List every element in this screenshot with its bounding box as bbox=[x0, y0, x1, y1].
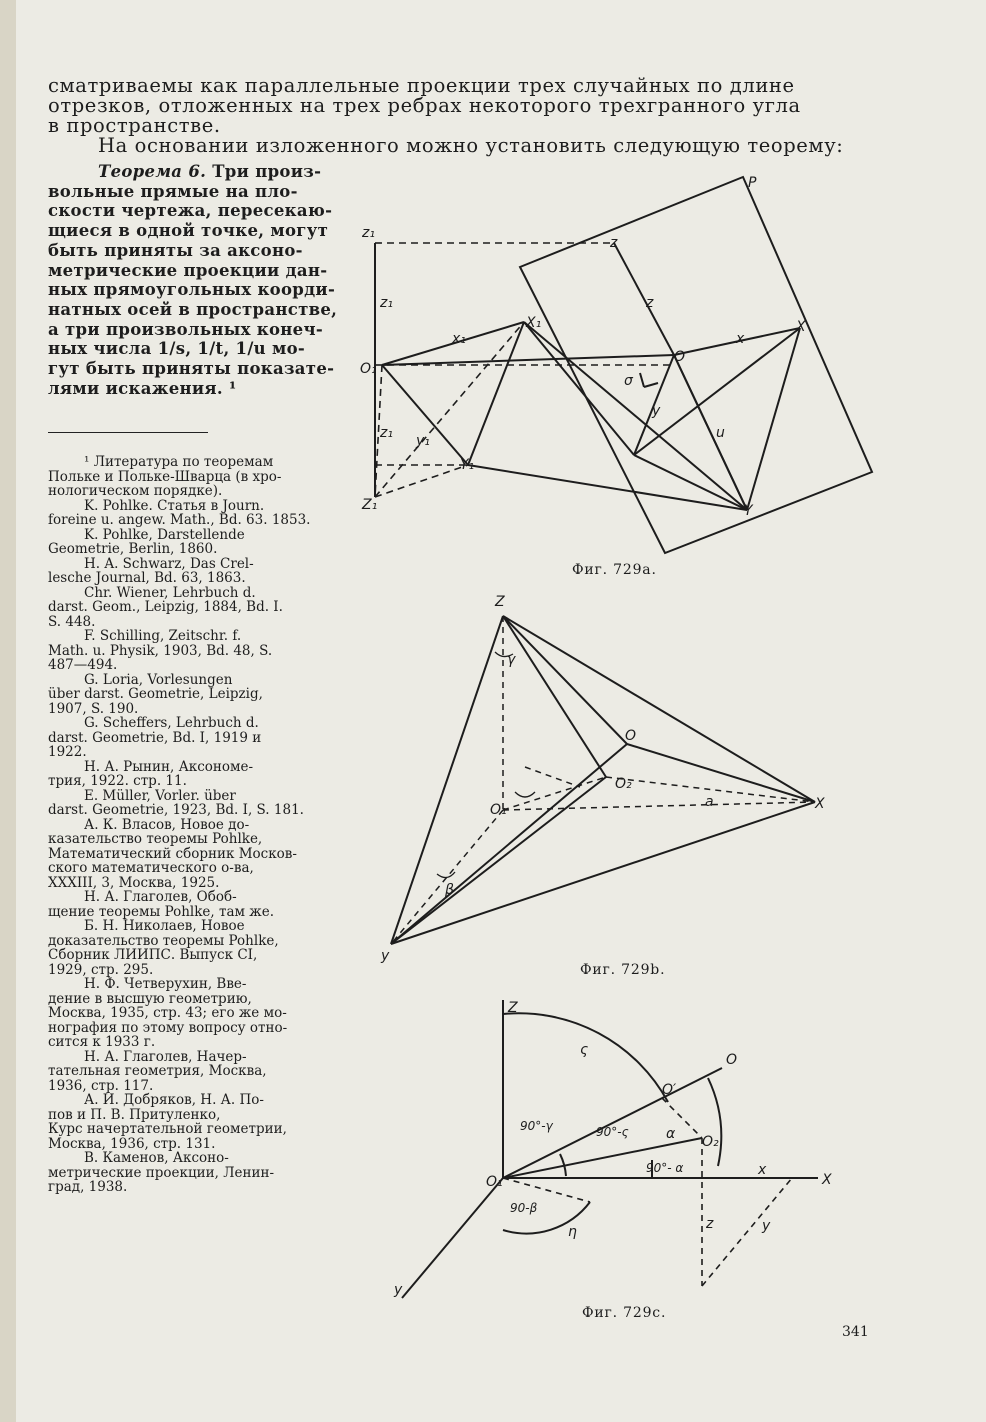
page-number: 341 bbox=[842, 1324, 869, 1340]
footnote-entry bbox=[48, 499, 354, 528]
footnote-line: F. Schilling, Zeitschr. f. bbox=[84, 628, 242, 644]
inner-line bbox=[391, 744, 627, 944]
tri-edge bbox=[503, 616, 815, 802]
diag-line bbox=[524, 322, 747, 510]
fig-label: X bbox=[815, 796, 825, 812]
footnote-line: foreine u. angew. Math., Bd. 63. 1853. bbox=[48, 512, 311, 528]
theorem-line: вольные прямые на пло- bbox=[48, 181, 298, 201]
footnote-line: А. И. Добряков, Н. А. По- bbox=[84, 1092, 264, 1108]
footnote-line: G. Scheffers, Lehrbuch d. bbox=[84, 715, 259, 731]
inner-line bbox=[503, 616, 606, 777]
footnote-line: Н. А. Глаголев, Начер- bbox=[84, 1048, 247, 1065]
footnote-line: Н. А. Глаголев, Обоб- bbox=[84, 889, 237, 905]
fig-label: Z₁ bbox=[362, 497, 378, 513]
footnote-line: K. Pohlke, Darstellende bbox=[84, 526, 245, 543]
fig-label: 90°-γ bbox=[520, 1119, 553, 1133]
fig-label: y₁ bbox=[416, 433, 430, 449]
fig-label: y bbox=[381, 948, 390, 964]
theorem-line: быть приняты за аксоно- bbox=[48, 240, 303, 260]
footnote-line: трия, 1922. стр. 11. bbox=[48, 773, 187, 789]
dashed-line bbox=[503, 1178, 590, 1202]
footnote-line: Москва, 1936, стр. 131. bbox=[48, 1135, 216, 1152]
fig-label: O′ bbox=[662, 1082, 677, 1098]
footnote-line: Chr. Wiener, Lehrbuch d. bbox=[84, 584, 256, 601]
theorem-title: Теорема 6. bbox=[98, 162, 207, 181]
footnote-line: Москва, 1935, стр. 43; его же мо- bbox=[48, 1005, 287, 1021]
footnote-line: XXXIII, 3, Москва, 1925. bbox=[48, 874, 220, 891]
figure-caption-a: Фиг. 729a. bbox=[572, 562, 657, 578]
footnote-entry bbox=[48, 557, 354, 586]
arc-right bbox=[708, 1078, 721, 1166]
footnote-line: ¹ Литература по теоремам bbox=[84, 454, 274, 470]
footnote-line: В. Каменов, Аксоно- bbox=[84, 1150, 229, 1166]
footnote-line: щение теоремы Pohlke, там же. bbox=[48, 903, 275, 920]
fig-label: u bbox=[716, 425, 725, 441]
fig-label: x bbox=[758, 1162, 767, 1178]
footnote-line: H. A. Schwarz, Das Crel- bbox=[84, 555, 254, 572]
footnote-entry bbox=[48, 789, 354, 818]
footnote-line: 1907, S. 190. bbox=[48, 700, 139, 717]
footnote-line: E. Müller, Vorler. über bbox=[84, 787, 236, 804]
footnote-line: Н. А. Рынин, Аксономе- bbox=[84, 758, 254, 775]
fig-label: Y bbox=[744, 503, 753, 519]
fig-label: O bbox=[726, 1052, 738, 1068]
fig-label: X bbox=[796, 319, 806, 335]
theorem-line: щиеся в одной точке, могут bbox=[48, 221, 329, 241]
fig-label: 90°-ς bbox=[596, 1125, 629, 1139]
footnote-rule bbox=[48, 432, 208, 433]
y-axis bbox=[402, 1178, 503, 1298]
fig-label: O₂ bbox=[702, 1134, 719, 1150]
footnote-line: 487—494. bbox=[48, 657, 118, 673]
theorem-line: лями искажения. ¹ bbox=[48, 378, 237, 398]
fig-label: O₂ bbox=[615, 776, 632, 792]
footnote-line: S. 448. bbox=[48, 613, 96, 630]
fig-label: α bbox=[666, 1126, 676, 1142]
footnote-line: ского математического о-ва, bbox=[48, 860, 254, 876]
diag-line bbox=[468, 465, 747, 510]
fig-label: ς bbox=[580, 1042, 589, 1058]
fig-label: Z bbox=[508, 1000, 518, 1016]
angle-arc bbox=[515, 792, 535, 797]
footnote-entry bbox=[48, 760, 354, 789]
footnote-line: Б. Н. Николаев, Новое bbox=[84, 918, 245, 934]
footnote-line: тательная геометрия, Москва, bbox=[48, 1063, 267, 1079]
footnote-line: сится к 1933 г. bbox=[48, 1034, 156, 1050]
fig-label: y bbox=[394, 1282, 403, 1298]
fig-label: z₁ bbox=[362, 225, 375, 241]
footnote-line: Math. u. Physik, 1903, Bd. 48, S. bbox=[48, 642, 273, 659]
footnote-line: K. Pohlke. Статья в Journ. bbox=[84, 497, 265, 514]
footnote-entry bbox=[48, 890, 354, 919]
fig-label: O₁ bbox=[360, 361, 377, 377]
footnote-line: darst. Geometrie, 1923, Bd. I, S. 181. bbox=[48, 802, 304, 818]
footnote-line: Geometrie, Berlin, 1860. bbox=[48, 541, 218, 557]
footnote-entry bbox=[48, 629, 354, 673]
angle-arc bbox=[437, 872, 455, 878]
fig-label: a bbox=[705, 794, 714, 810]
page-edge bbox=[0, 0, 16, 1422]
footnote-line: darst. Geometrie, Bd. I, 1919 и bbox=[48, 729, 262, 746]
fig-label: y bbox=[652, 403, 661, 419]
theorem-6 bbox=[48, 162, 360, 398]
intro-line: отрезков, отложенных на трех ребрах некоторого трехгранного угла bbox=[48, 94, 801, 117]
inner-line bbox=[627, 744, 815, 802]
footnote-entry bbox=[48, 586, 354, 630]
figure-caption-c: Фиг. 729c. bbox=[582, 1305, 667, 1321]
footnote-entry bbox=[48, 977, 354, 1050]
fig-label: X bbox=[822, 1172, 832, 1188]
diag-line bbox=[382, 365, 468, 465]
footnote-line: Польке и Польке-Шварца (в хро- bbox=[48, 468, 282, 485]
dashed-line bbox=[503, 802, 815, 810]
footnote-entry bbox=[48, 716, 354, 760]
fig-label: O bbox=[625, 728, 637, 744]
figure-729b bbox=[375, 592, 835, 964]
fig-label: x₁ bbox=[452, 331, 466, 347]
theorem-line: скости чертежа, пересекаю- bbox=[48, 201, 333, 221]
fig-label: z₁ bbox=[380, 295, 393, 311]
footnote-line: пов и П. В. Притуленко, bbox=[48, 1106, 221, 1123]
footnote-line: казательство теоремы Pohlke, bbox=[48, 831, 263, 847]
sigma-mark bbox=[644, 383, 658, 387]
intro-line: сматриваемы как параллельные проекции трех случайных по длине bbox=[48, 74, 795, 97]
diag-line bbox=[524, 322, 634, 455]
fig-label: z bbox=[646, 295, 654, 311]
footnote-line: 1929, стр. 295. bbox=[48, 961, 154, 978]
diag-line bbox=[747, 328, 800, 510]
z-axis-line bbox=[614, 243, 674, 355]
footnote-line: метрические проекции, Ленин- bbox=[48, 1164, 275, 1181]
diag-line bbox=[382, 355, 674, 365]
theorem-head bbox=[48, 162, 360, 182]
footnote-line: Математический сборник Москов- bbox=[48, 845, 297, 862]
inner-line bbox=[503, 616, 627, 744]
footnote-entry bbox=[48, 528, 354, 557]
theorem-line: а три произвольных конеч- bbox=[48, 319, 323, 339]
footnote-line: град, 1938. bbox=[48, 1179, 128, 1195]
fig-label: z bbox=[610, 235, 618, 251]
fig-label: β bbox=[445, 882, 454, 898]
fig-label: P bbox=[748, 175, 757, 191]
footnote-line: 1922. bbox=[48, 744, 87, 760]
footnote-entry bbox=[48, 1151, 354, 1195]
theorem-line: ных числа 1/s, 1/t, 1/u мо- bbox=[48, 339, 306, 359]
footnote-line: А. К. Власов, Новое до- bbox=[84, 816, 250, 833]
theorem-line: натных осей в пространстве, bbox=[48, 299, 338, 319]
footnote-line: дение в высшую геометрию, bbox=[48, 990, 252, 1007]
fig-label: η bbox=[568, 1224, 577, 1240]
fig-label: O₁ bbox=[490, 802, 507, 818]
footnote-line: über darst. Geometrie, Leipzig, bbox=[48, 686, 263, 702]
footnotes bbox=[48, 455, 354, 1195]
footnote-line: 1936, стр. 117. bbox=[48, 1077, 154, 1094]
fig-label: Y₁ bbox=[460, 457, 475, 473]
fig-label: X₁ bbox=[526, 315, 542, 331]
figure-729a bbox=[360, 165, 920, 565]
footnote-entry bbox=[48, 818, 354, 891]
fig-label: σ bbox=[624, 373, 633, 389]
fig-label: Z bbox=[495, 594, 505, 610]
intro-line: На основании изложенного можно установить следующую теорему: bbox=[98, 134, 844, 157]
fig-label: x bbox=[736, 331, 745, 347]
figure-729c bbox=[390, 990, 850, 1310]
dashed-line bbox=[702, 1178, 792, 1286]
footnote-line: нологическом порядке). bbox=[48, 483, 223, 499]
fig-label: z bbox=[706, 1216, 714, 1232]
footnote-line: Курс начертательной геометрии, bbox=[48, 1121, 287, 1137]
fig-label: 90-β bbox=[510, 1201, 538, 1215]
fig-label: 90°- α bbox=[646, 1161, 684, 1175]
theorem-lead: Три произ- bbox=[212, 162, 322, 181]
diag-line bbox=[468, 322, 524, 465]
footnote-entry bbox=[48, 1050, 354, 1094]
diag-line bbox=[674, 355, 747, 510]
footnote-line: доказательство теоремы Pohlke, bbox=[48, 932, 279, 949]
footnote-line: darst. Geom., Leipzig, 1884, Bd. I. bbox=[48, 599, 283, 615]
footnote-line: lesche Journal, Bd. 63, 1863. bbox=[48, 570, 246, 586]
footnote-line: нография по этому вопросу отно- bbox=[48, 1019, 288, 1036]
z1-diag-dashed bbox=[375, 465, 468, 497]
footnote-line: G. Loria, Vorlesungen bbox=[84, 671, 233, 688]
sigma-mark bbox=[640, 373, 644, 387]
fig-label: y bbox=[762, 1218, 771, 1234]
fig-label: O₁ bbox=[486, 1174, 503, 1190]
footnote-line: Н. Ф. Четверухин, Вве- bbox=[84, 976, 247, 992]
figure-caption-b: Фиг. 729b. bbox=[580, 962, 666, 978]
fig-label: z₁ bbox=[380, 425, 393, 441]
dashed-line bbox=[525, 767, 580, 787]
theorem-line: гут быть приняты показате- bbox=[48, 359, 335, 379]
footnote-line: Сборник ЛИИПС. Выпуск CI, bbox=[48, 947, 258, 963]
footnote-entry bbox=[48, 919, 354, 977]
fig-label: O bbox=[674, 349, 686, 365]
intro-line: в пространстве. bbox=[48, 114, 221, 137]
theorem-line: ных прямоугольных коорди- bbox=[48, 280, 336, 300]
footnote-entry bbox=[48, 1093, 354, 1151]
theorem-line: метрические проекции дан- bbox=[48, 260, 328, 280]
intro-text bbox=[48, 76, 874, 156]
fig-label: γ bbox=[507, 652, 516, 668]
footnote-entry bbox=[48, 673, 354, 717]
footnote-entry bbox=[48, 455, 354, 499]
